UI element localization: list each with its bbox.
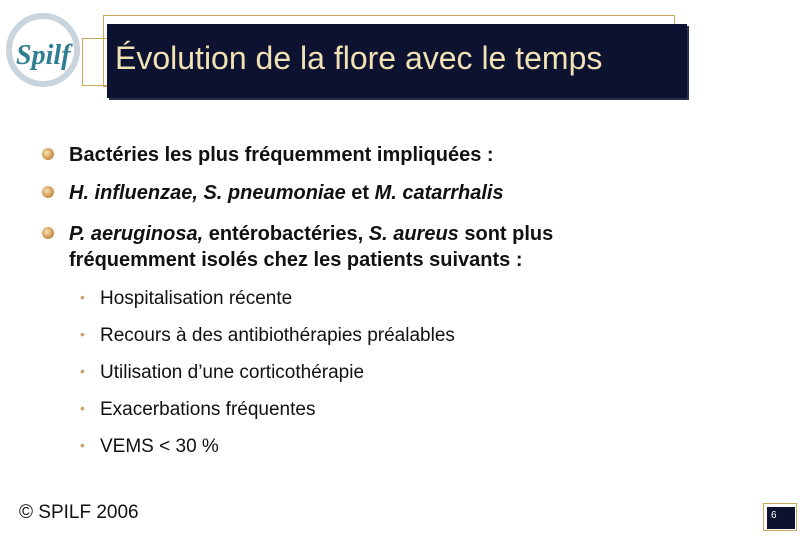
bullet-marker-icon (42, 227, 54, 239)
slide-title: Évolution de la flore avec le temps (115, 40, 603, 76)
sub-bullet-text: Utilisation d’une corticothérapie (100, 362, 365, 383)
bullet-text (69, 221, 669, 273)
sub-bullet-text: Exacerbations fréquentes (100, 399, 316, 420)
logo-text: Spilf (16, 40, 71, 71)
sub-bullet-dot-icon: • (80, 400, 85, 416)
sub-bullet-dot-icon: • (80, 363, 85, 379)
bullet-segment: H. influenzae, S. pneumoniae (69, 182, 346, 204)
sub-bullet-text: Recours à des antibiothérapies préalables (100, 325, 455, 346)
bullet-segment: sont plus fréquemment isolés chez les patients suivants : (69, 223, 554, 271)
sub-bullet-dot-icon: • (80, 289, 85, 305)
sub-bullet-dot-icon: • (80, 437, 85, 453)
copyright-footer: © SPILF 2006 (19, 502, 139, 523)
bullet-segment: S. aureus (368, 223, 459, 245)
bullet-text (69, 180, 669, 206)
bullet-segment: M. catarrhalis (374, 182, 504, 204)
bullet-segment: et (345, 182, 375, 204)
bullet-marker-icon (42, 186, 54, 198)
bullet-segment: Bactéries les plus fréquemment impliquées : (69, 144, 494, 166)
bullet-marker-icon (42, 148, 54, 160)
spilf-logo (4, 12, 82, 88)
bullet-segment: P. aeruginosa, (69, 223, 204, 245)
sub-bullet-dot-icon: • (80, 326, 85, 342)
bullet-segment: entérobactéries, (203, 223, 369, 245)
bullet-text (69, 142, 669, 168)
page-number: 6 (771, 510, 777, 521)
sub-bullet-text: Hospitalisation récente (100, 288, 293, 309)
sub-bullet-text: VEMS < 30 % (100, 436, 219, 457)
